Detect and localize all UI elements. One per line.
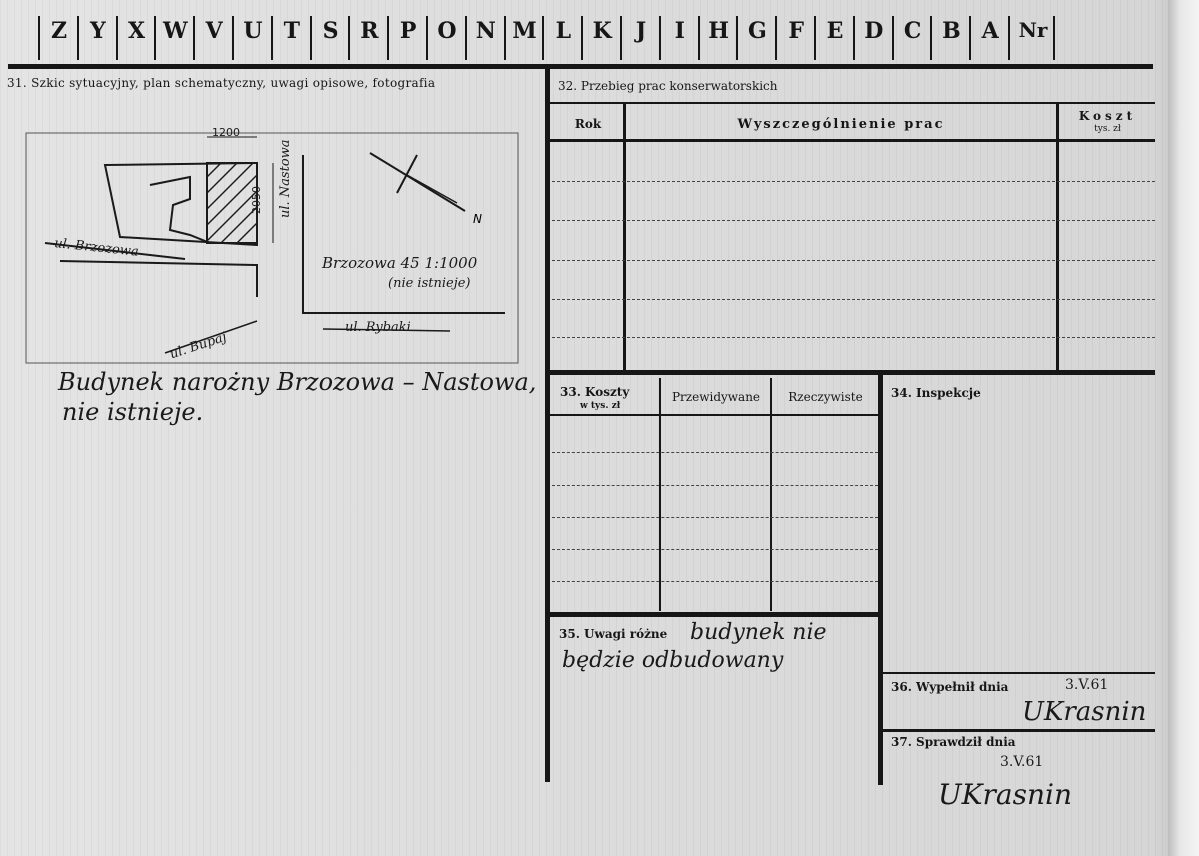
section-31-handwritten-line1: Budynek narożny Brzozowa – Nastowa, [58,368,537,396]
letter-cell: X [128,18,146,44]
s32-row-rule [552,260,1155,261]
letter-cell: Z [50,18,68,44]
s32-row-rule [552,181,1155,182]
section-36-title: 36. Wypełnił dnia [891,680,1009,694]
letter-cell: F [788,18,804,44]
sketch-note-not-exists: (nie istnieje) [388,276,471,291]
section-37-signature: UKrasnin [938,778,1072,811]
sketch-address-scale: Brzozowa 45 1:1000 [322,254,478,272]
letter-cell: W [163,18,188,44]
letter-cell: Y [89,18,106,44]
s33-row-rule [552,517,878,518]
s33-col-rule-2 [770,378,772,611]
s32-col-koszt-unit: tys. zł [1094,124,1121,134]
letter-cell: P [399,18,417,44]
s33-col-przewidywane: Przewidywane [671,390,761,404]
letter-cell: G [747,18,767,44]
letter-cell: K [592,18,612,44]
section-35-handwritten-line2: będzie odbudowany [562,648,784,673]
section-35-title: 35. Uwagi różne [559,627,668,641]
letter-cell: R [360,18,379,44]
s33-header-rule [550,414,880,416]
scan-edge [1168,0,1199,856]
s33-col-rule-1 [659,378,661,611]
letter-separator [1053,16,1055,60]
sketch-street-bupaj: ul. Bupaj [168,329,229,363]
section-37-date: 3.V.61 [1000,754,1044,770]
sketch-dim-side: 2050 [250,186,263,214]
section-32-title: 32. Przebieg prac konserwatorskich [558,79,778,93]
north-arrow-shaft [370,153,465,211]
letter-cell: O [437,18,457,44]
s32-col-koszt: Koszt [1078,109,1137,123]
letter-cell: Nr [1018,18,1048,42]
letter-cell: H [708,18,729,44]
north-mark: N [473,212,482,226]
north-arrow-cross [397,155,417,193]
s37-top-rule [883,729,1155,732]
s32-col-rok: Rok [574,117,602,131]
s32-col-rule-2 [1056,104,1059,370]
s32-row-rule [552,220,1155,221]
sketch-street-brzozowa: ul. Brzozowa [53,236,140,260]
s32-col-wyszczegolnienie: Wyszczególnienie prac [737,117,945,132]
letter-cell: S [322,18,339,44]
letter-cell: N [475,18,496,44]
s32-bottom-rule [550,370,1155,375]
s33-row-rule [552,581,878,582]
s36-top-rule [883,672,1155,674]
s33-row-rule [552,549,878,550]
main-divider [545,69,550,782]
letter-cell: J [635,18,647,44]
s32-row-rule [552,337,1155,338]
letter-cell: A [981,18,999,44]
s32-row-rule [552,299,1155,300]
s34-left-divider [878,375,883,785]
letter-cell: V [205,18,223,44]
sketch-dim-top: 1200 [212,126,240,139]
section-31-handwritten-line2: nie istnieje. [62,398,204,426]
north-arrow-secondary [407,175,457,203]
sketch-street-rybaki: ul. Rybaki [345,320,411,335]
letter-cell: M [512,18,537,44]
section-31-title: 31. Szkic sytuacyjny, plan schematyczny, uwagi opisowe, fotografia [7,76,436,90]
building-outline [150,177,210,243]
letter-cell: T [283,18,300,44]
section-36-signature: UKrasnin [1022,697,1147,727]
section-34-title: 34. Inspekcje [891,386,981,400]
section-37-title: 37. Sprawdził dnia [891,735,1016,749]
s33-col-rzeczywiste: Rzeczywiste [788,390,863,404]
street-line-b [60,261,257,297]
s32-top-rule [550,102,1155,104]
s32-header-rule [550,139,1155,142]
s33-row-rule [552,485,878,486]
s33-row-rule [552,452,878,453]
header-bottom-rule [8,64,1153,69]
letter-cell: C [903,18,922,44]
letter-cell: E [826,18,844,44]
s33-bottom-rule [550,612,882,617]
letter-cell: I [674,18,685,44]
section-33-unit: w tys. zł [580,401,621,411]
letter-cell: D [864,18,884,44]
s32-col-rule-1 [623,104,626,370]
section-35-handwritten-line1: budynek nie [690,620,827,645]
section-36-date: 3.V.61 [1065,677,1109,693]
letter-cell: B [942,18,961,44]
section-33-title: 33. Koszty [560,385,630,399]
sketch-street-nastowa: ul. Nastowa [278,139,293,218]
letter-cell: U [243,18,263,44]
letter-cell: L [555,18,572,44]
